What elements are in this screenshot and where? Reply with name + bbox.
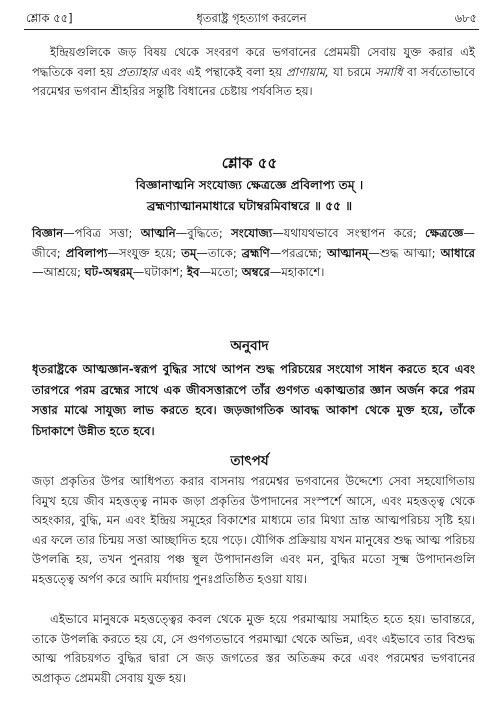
synonym-meaning: —বুদ্ধিতে; [175, 226, 232, 240]
intro-line-3b: বা সর্বতোভাবে পরমেশ্বর ভগবান শ্রীহরির সন্তুষ্টি বিধানের চেষ্টায় [32, 64, 475, 98]
intro-line-4: পর্যবসিত হয়। [251, 84, 313, 98]
header-verse-ref: শ্লোক ৫৫] [26, 11, 73, 25]
purport-title: তাৎপর্য [230, 453, 269, 469]
synonym-meaning: —আশ্রয়ে; [32, 265, 85, 279]
term-pranayama: প্রাণায়াম, [286, 64, 329, 79]
synonym-meaning: —মতো; [199, 265, 242, 279]
intro-line-3a: যা চরমে [333, 64, 376, 79]
intro-paragraph [32, 43, 475, 102]
synonym-word: আত্মনি [140, 226, 176, 240]
synonym-meaning: —মহাকাশে। [269, 265, 325, 279]
synonym-meaning: —ঘটাকাশ; [132, 265, 187, 279]
intro-line-2a: করার এই পদ্ধতিকে বলা হয় [32, 45, 476, 79]
sloka-line-1: বিজ্ঞানাত্মনি সংযোজ্য ক্ষেত্রজ্ঞে প্রবিলাপ্য তম্ । [135, 178, 364, 192]
synonym-word: ব্রহ্মণি [241, 245, 270, 260]
synonym-meaning: —পরব্রহ্মে; [269, 245, 327, 260]
synonym-meaning: —শুদ্ধ আত্মা; [368, 245, 441, 260]
synonym-meaning: —তাকে; [196, 245, 242, 260]
purport-paragraph-2: এইভাবে মানুষকে মহত্তত্ত্বের কবল থেকে মুক্ত হয়ে পরমাত্মায় সমাহিত হতে হয়। ভাবান্তরে, তাকে উপলব্ধি করতে হয় যে, সে গুণগতভাবে পরমাত্মা থেকে অভিন্ন, এবং এইভাবে তার বিশুদ্ধ আত্ম পরিচয়গত বুদ্ধির দ্বারা সে জড় জগতের স্তর অতিক্রম করে এবং পরমেশ্বর ভগবানের অপ্রাকৃত প্রেমময়ী সেবায় যুক্ত হয়। [32, 612, 475, 685]
synonym-meaning: —জীবে; [32, 226, 476, 260]
synonym-word: ইব [186, 265, 200, 279]
synonym-meaning: —সংযুক্ত হয়ে; [107, 245, 182, 260]
synonym-word: প্রবিলাপ্য [65, 245, 108, 260]
synonym-word: অম্বরে [241, 265, 270, 279]
purport-paragraph-1: জড়া প্রকৃতির উপর আধিপত্য করার বাসনায় পরমেশ্বর ভগবানের উদ্দেশ্যে সেবা সহযোগিতায় বিমুখ হয়ে জীব মহত্তত্ত্ব নামক জড়া প্রকৃতির উপাদানের সংস্পর্শে আসে, এবং মহত্তত্ত্ব থেকে অহংকার, বুদ্ধি, মন এবং ইন্দ্রিয় সমূহের বিকাশের মাধ্যমে তার মিথ্যা ভ্রান্ত আত্মপরিচয় সৃষ্টি হয়। এর ফলে তার চিন্ময় সত্তা আচ্ছাদিত হয়ে পড়ে। যৌগিক প্রক্রিয়ায় যখন মানুষের শুদ্ধ আত্ম পরিচয় উপলব্ধি হয়, তখন পুনরায় পঞ্চ স্থূল উপাদানগুলি এবং মন, বুদ্ধির মতো সূক্ষ্ম উপাদানগুলি মহত্তত্ত্বে অর্পণ করে আদি মর্যাদায় পুনঃপ্রতিষ্ঠিত হওয়া যায়। [32, 474, 475, 586]
sloka-title: শ্লোক ৫৫ [221, 154, 278, 172]
intro-line-1: ইন্দ্রিয়গুলিকে জড় বিষয় থেকে সংবরণ করে ভগবানের প্রেমময়ী সেবায় যুক্ত [50, 45, 422, 59]
intro-line-2b: এবং এই পন্থাকেই বলা হয় [157, 64, 287, 79]
header-rule [24, 29, 479, 30]
page-header [26, 10, 477, 28]
translation-title: অনুবাদ [230, 338, 269, 354]
synonym-word: বিজ্ঞান [32, 226, 64, 240]
term-pratyahara: প্রত্যাহার [117, 64, 158, 79]
sloka-line-2: ব্রহ্মণ্যাত্মানমাধারে ঘটাম্বরমিবাম্বরে ॥ ৫৫ ॥ [146, 199, 353, 213]
synonym-meaning: —যথাযথভাবে সংস্থাপন করে; [272, 226, 426, 240]
synonym-word: আত্মানম্ [326, 245, 369, 260]
synonym-word: তম্ [181, 245, 197, 260]
synonym-word: সংযোজ্য [231, 226, 273, 240]
translation-text: ধৃতরাষ্ট্রকে আত্মজ্ঞান-স্বরূপ বুদ্ধির সাথে আপন শুদ্ধ পরিচয়ের সংযোগ সাধন করতে হবে এবং তারপরে পরম ব্রহ্মের সাথে এক জীবসত্তারূপে তাঁর গুণগত একাত্মতার জ্ঞান অর্জন করে পরম সত্তার মাঝে সাযুজ্য লাভ করতে হবে। জড়জাগতিক আবদ্ধ আকাশ থেকে মুক্ত হয়ে, তাঁকে চিদাকাশে উন্নীত হতে হবে। [32, 362, 475, 438]
header-chapter-title: ধৃতরাষ্ট্র গৃহত্যাগ করলেন [196, 11, 307, 25]
term-samadhi: সমাধি [375, 64, 403, 79]
synonym-word: ক্ষেত্রজ্ঞে [425, 226, 464, 240]
header-page-number: ৬৮৫ [454, 11, 477, 25]
synonym-word: ঘট-অম্বরম্ [84, 265, 133, 279]
synonym-meaning: —পবিত্র সত্তা; [63, 226, 141, 240]
synonym-word: আধারে [440, 245, 475, 260]
synonyms-paragraph [32, 224, 475, 283]
